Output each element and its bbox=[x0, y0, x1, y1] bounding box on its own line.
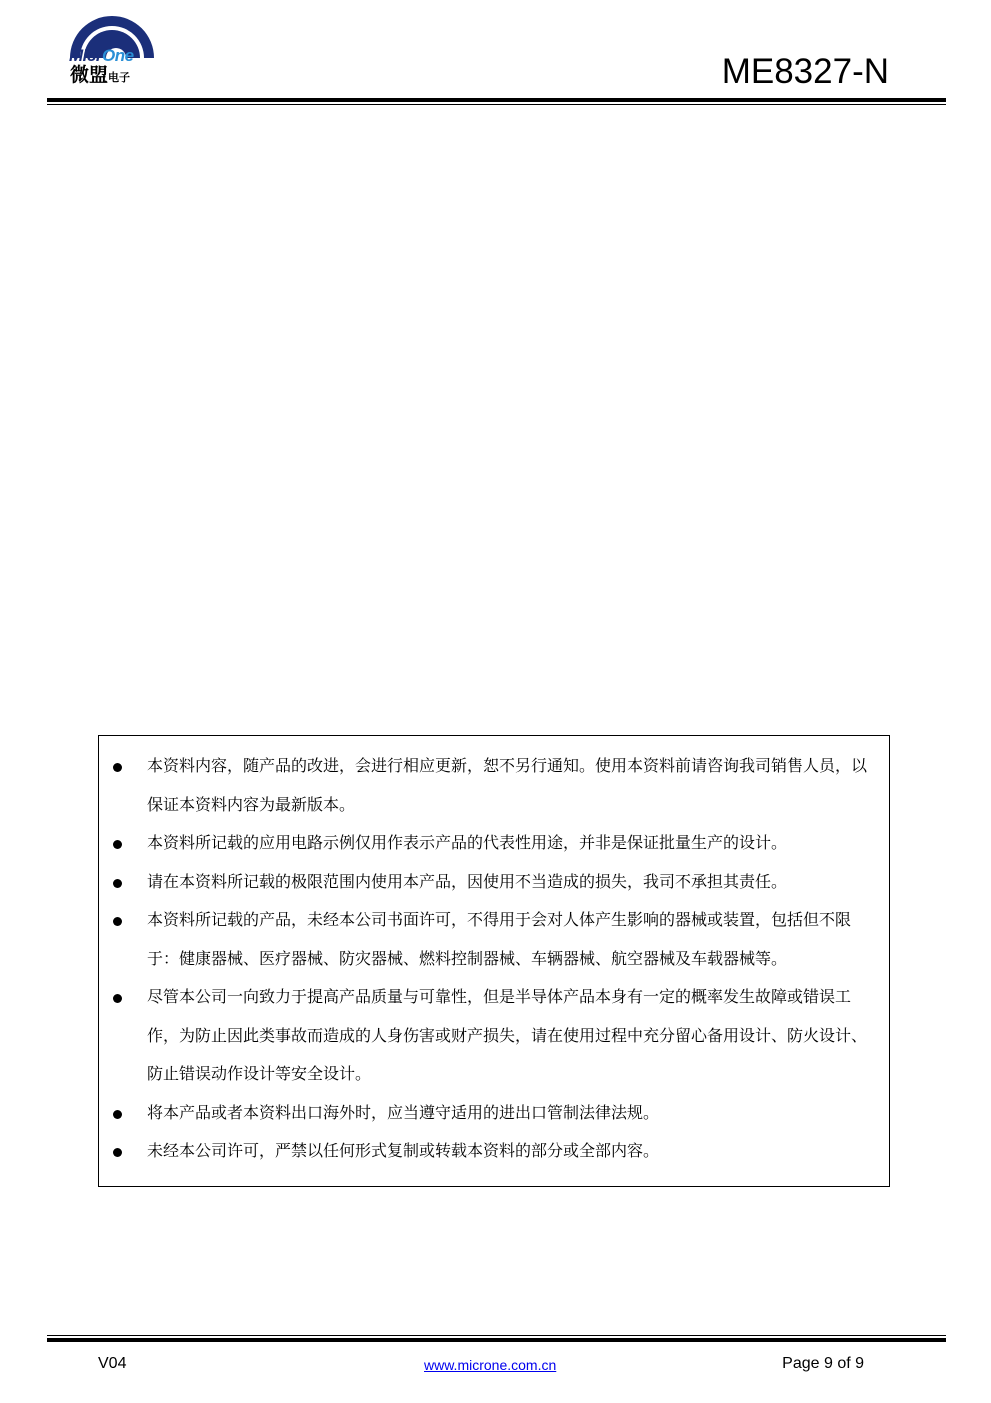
disclaimer-text: 本资料所记载的应用电路示例仅用作表示产品的代表性用途，并非是保证批量生产的设计。 bbox=[147, 835, 788, 852]
footer-website-link[interactable]: www.microne.com.cn bbox=[424, 1357, 557, 1373]
header-rule-thick bbox=[47, 98, 946, 102]
disclaimer-text: 未经本公司许可，严禁以任何形式复制或转载本资料的部分或全部内容。 bbox=[147, 1143, 660, 1160]
disclaimer-item bbox=[99, 864, 889, 903]
disclaimer-text: 本资料内容，随产品的改进，会进行相应更新，恕不另行通知。使用本资料前请咨询我司销售人员，以保证本资料内容为最新版本。 bbox=[147, 758, 868, 814]
disclaimer-box bbox=[98, 735, 890, 1187]
bullet-icon bbox=[113, 1148, 122, 1157]
bullet-icon bbox=[113, 994, 122, 1003]
disclaimer-text: 将本产品或者本资料出口海外时，应当遵守适用的进出口管制法律法规。 bbox=[147, 1104, 660, 1122]
disclaimer-list bbox=[99, 736, 889, 1172]
disclaimer-text: 本资料所记载的产品，未经本公司书面许可，不得用于会对人体产生影响的器械或装置，包括但不限于：健康器械、医疗器械、防灾器械、燃料控制器械、车辆器械、航空器械及车载器械等。 bbox=[147, 912, 852, 968]
footer-rule-thin bbox=[47, 1335, 946, 1336]
disclaimer-item bbox=[99, 748, 889, 825]
header-rule-thin bbox=[47, 104, 946, 105]
disclaimer-item bbox=[99, 1095, 889, 1134]
disclaimer-item bbox=[99, 825, 889, 864]
logo-wordmark-one: One bbox=[101, 46, 134, 65]
logo-wordmark bbox=[69, 47, 134, 64]
bullet-icon bbox=[113, 879, 122, 888]
footer-page-number: Page 9 of 9 bbox=[782, 1355, 864, 1372]
company-logo bbox=[66, 10, 162, 86]
bullet-icon bbox=[113, 917, 122, 926]
disclaimer-item bbox=[99, 1133, 889, 1172]
disclaimer-item bbox=[99, 902, 889, 979]
logo-chinese-sub: 电子 bbox=[108, 71, 131, 84]
footer-version: V04 bbox=[98, 1355, 127, 1372]
disclaimer-item bbox=[99, 979, 889, 1095]
disclaimer-text: 尽管本公司一向致力于提高产品质量与可靠性，但是半导体产品本身有一定的概率发生故障或错误工作，为防止因此类事故而造成的人身伤害或财产损失，请在使用过程中充分留心备用设计、防火设计、防止错误动作设计等安全设计。 bbox=[147, 989, 868, 1083]
logo-wordmark-micr: Micr bbox=[69, 46, 102, 65]
logo-chinese-main: 微盟 bbox=[70, 64, 109, 86]
document-title: ME8327-N bbox=[721, 52, 889, 91]
bullet-icon bbox=[113, 1110, 122, 1119]
bullet-icon bbox=[113, 840, 122, 849]
bullet-icon bbox=[113, 763, 122, 772]
logo-chinese-name bbox=[70, 65, 130, 88]
footer-rule-thick bbox=[47, 1338, 946, 1342]
disclaimer-text: 请在本资料所记载的极限范围内使用本产品，因使用不当造成的损失，我司不承担其责任。 bbox=[147, 873, 788, 891]
